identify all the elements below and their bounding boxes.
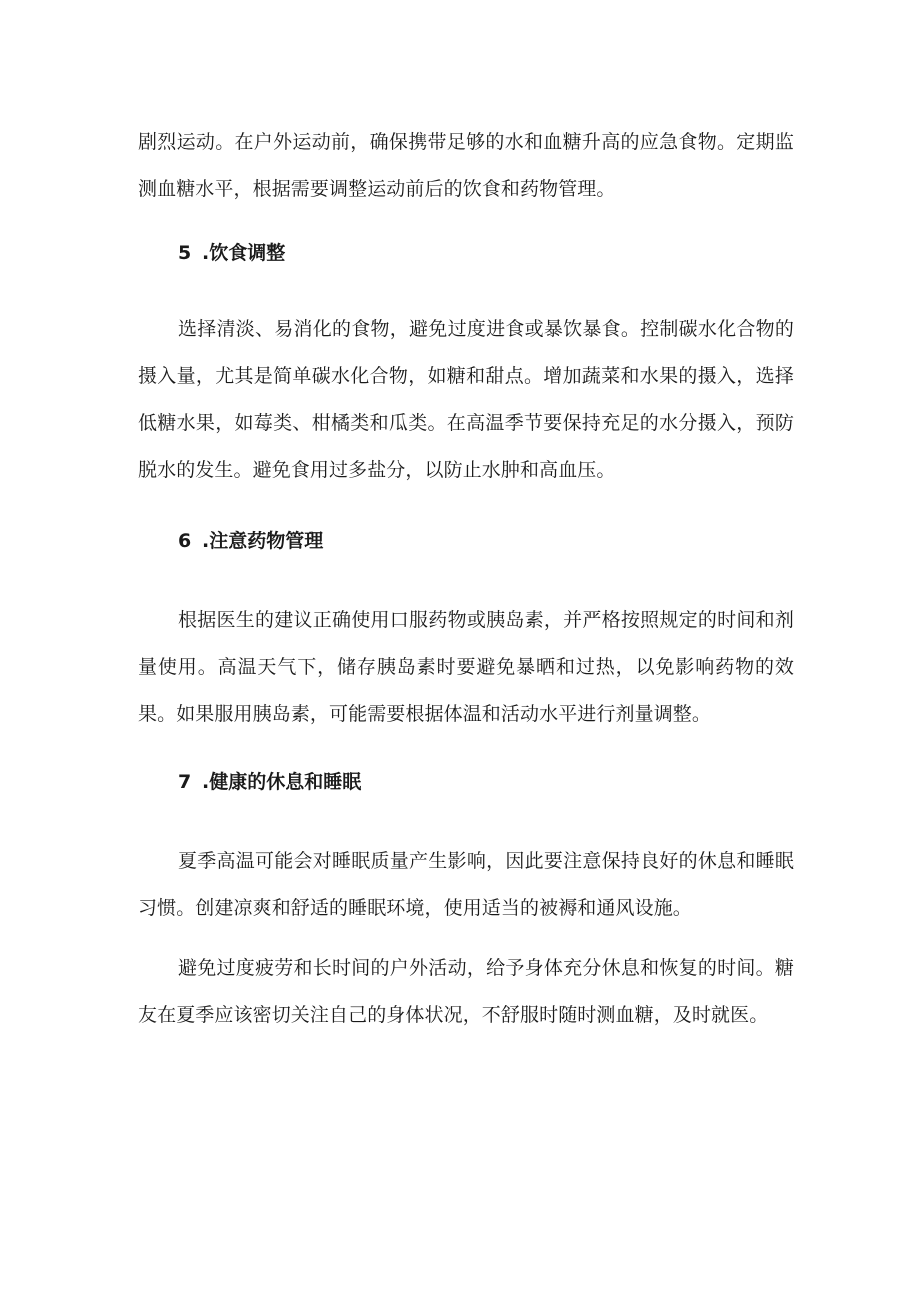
section-number: 6 xyxy=(178,530,192,552)
section-title: .健康的休息和睡眠 xyxy=(202,771,362,793)
section-heading-5 xyxy=(178,238,285,268)
section-title: .饮食调整 xyxy=(202,242,286,264)
section-5-paragraph: 选择清淡、易消化的食物，避免过度进食或暴饮暴食。控制碳水化合物的摄入量，尤其是简单碳水化合物，如糖和甜点。增加蔬菜和水果的摄入，选择低糖水果，如莓类、柑橘类和瓜类。在高温季节要保持充足的水分摄入，预防脱水的发生。避免食用过多盐分，以防止水肿和高血压。 xyxy=(138,318,794,481)
section-number: 7 xyxy=(178,771,192,793)
section-heading-6 xyxy=(178,526,323,556)
section-number: 5 xyxy=(178,242,192,264)
section-title: .注意药物管理 xyxy=(202,530,324,552)
section-7-paragraph-1: 夏季高温可能会对睡眠质量产生影响，因此要注意保持良好的休息和睡眠习惯。创建凉爽和舒适的睡眠环境，使用适当的被褥和通风设施。 xyxy=(138,850,794,919)
intro-continuation-paragraph: 剧烈运动。在户外运动前，确保携带足够的水和血糖升高的应急食物。定期监测血糖水平，根据需要调整运动前后的饮食和药物管理。 xyxy=(138,131,794,200)
section-6-paragraph: 根据医生的建议正确使用口服药物或胰岛素，并严格按照规定的时间和剂量使用。高温天气下，储存胰岛素时要避免暴晒和过热，以免影响药物的效果。如果服用胰岛素，可能需要根据体温和活动水平进行剂量调整。 xyxy=(138,609,794,725)
section-heading-7 xyxy=(178,767,361,797)
section-7-paragraph-2: 避免过度疲劳和长时间的户外活动，给予身体充分休息和恢复的时间。糖友在夏季应该密切关注自己的身体状况，不舒服时随时测血糖，及时就医。 xyxy=(138,957,794,1026)
